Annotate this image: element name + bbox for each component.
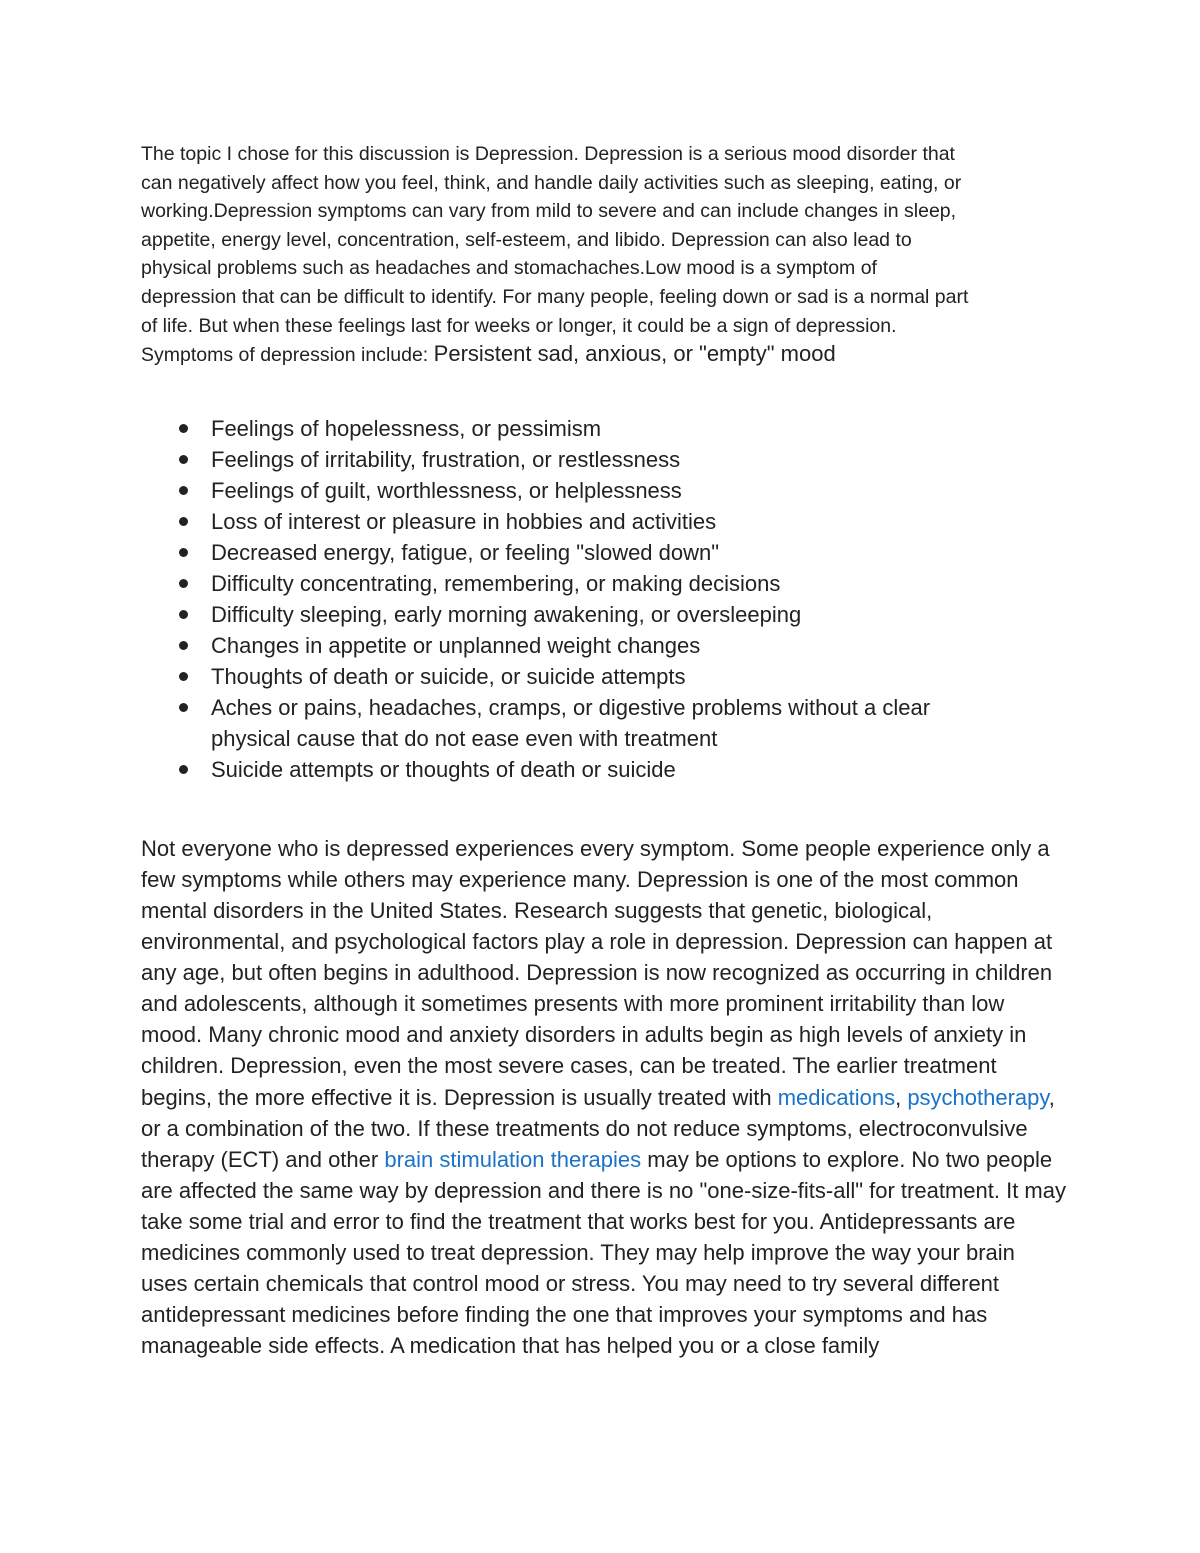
intro-line: working.Depression symptoms can vary from mild to severe and can include changes in sleep, [141,200,957,223]
bullet-icon [179,703,188,712]
intro-paragraph [141,140,1071,370]
link-psychotherapy[interactable]: psychotherapy [907,1084,1049,1110]
main-paragraph [141,833,1066,1362]
intro-line: can negatively affect how you feel, think, and handle daily activities such as sleeping, eating, or [141,171,962,194]
intro-line: depression that can be difficult to identify. For many people, feeling down or sad is a normal part [141,285,969,308]
main-text-part: , or a combination of the two. If these treatments do not reduce symptoms, electroconvulsive therapy (ECT) and other [141,1084,1055,1172]
intro-line: physical problems such as headaches and stomachaches.Low mood is a symptom of [141,257,877,280]
intro-line: appetite, energy level, concentration, self-esteem, and libido. Depression can also lead to [141,228,912,251]
bullet-icon [179,579,188,588]
list-item: Feelings of guilt, worthlessness, or helplessness [141,475,1011,506]
list-item: Feelings of hopelessness, or pessimism [141,413,1011,444]
list-item: Decreased energy, fatigue, or feeling "slowed down" [141,537,1011,568]
list-item: Difficulty concentrating, remembering, or making decisions [141,568,1011,599]
list-item: Aches or pains, headaches, cramps, or digestive problems without a clear physical cause that do not ease even with treatment [141,692,1001,754]
symptom-list [141,413,1071,785]
list-item: Feelings of irritability, frustration, or restlessness [141,444,1011,475]
bullet-icon [179,455,188,464]
bullet-icon [179,765,188,774]
intro-line: The topic I chose for this discussion is Depression. Depression is a serious mood disorder that [141,143,955,165]
bullet-icon [179,672,188,681]
list-item: Changes in appetite or unplanned weight changes [141,630,1011,661]
symptoms-lead-tail: Persistent sad, anxious, or "empty" mood [433,341,836,367]
main-text-part: Not everyone who is depressed experiences every symptom. Some people experience only a few symptoms while others may experience many. Depression is one of the most common mental disorders in the United States. Research suggests that genetic, biological, environmental, and psychological factors play a role in depression. Depression can happen at any age, but often begins in adulthood. Depression is now recognized as occurring in children and adolescents, although it sometimes presents with more prominent irritability than low mood. Many chronic mood and anxiety disorders in adults begin as high levels of anxiety in children. Depression, even the most severe cases, can be treated. The earlier treatment begins, the more effective it is. Depression is usually treated with [141,835,1053,1110]
bullet-icon [179,641,188,650]
bullet-icon [179,610,188,619]
symptoms-lead: Symptoms of depression include: [141,344,434,367]
separator-comma: , [895,1084,908,1110]
bullet-icon [179,517,188,526]
list-item: Loss of interest or pleasure in hobbies and activities [141,506,1011,537]
main-text-part: may be options to explore. No two people are affected the same way by depression and there is no "one-size-fits-all" for treatment. It may take some trial and error to find the treatment that works best for you. Antidepressants are medicines commonly used to treat depression. They may help improve the way your brain uses certain chemicals that control mood or stress. You may need to try several different antidepressant medicines before finding the one that improves your symptoms and has manageable side effects. A medication that has helped you or a close family [141,1146,1066,1359]
bullet-icon [179,548,188,557]
list-item: Suicide attempts or thoughts of death or suicide [141,754,1011,785]
link-brain-stimulation-therapies[interactable]: brain stimulation therapies [384,1146,642,1172]
document-page [141,140,1071,1361]
bullet-icon [179,424,188,433]
intro-line: of life. But when these feelings last for weeks or longer, it could be a sign of depression. [141,314,897,337]
list-item: Difficulty sleeping, early morning awakening, or oversleeping [141,599,1011,630]
list-item: Thoughts of death or suicide, or suicide attempts [141,661,1011,692]
bullet-icon [179,486,188,495]
link-medications[interactable]: medications [777,1084,896,1110]
